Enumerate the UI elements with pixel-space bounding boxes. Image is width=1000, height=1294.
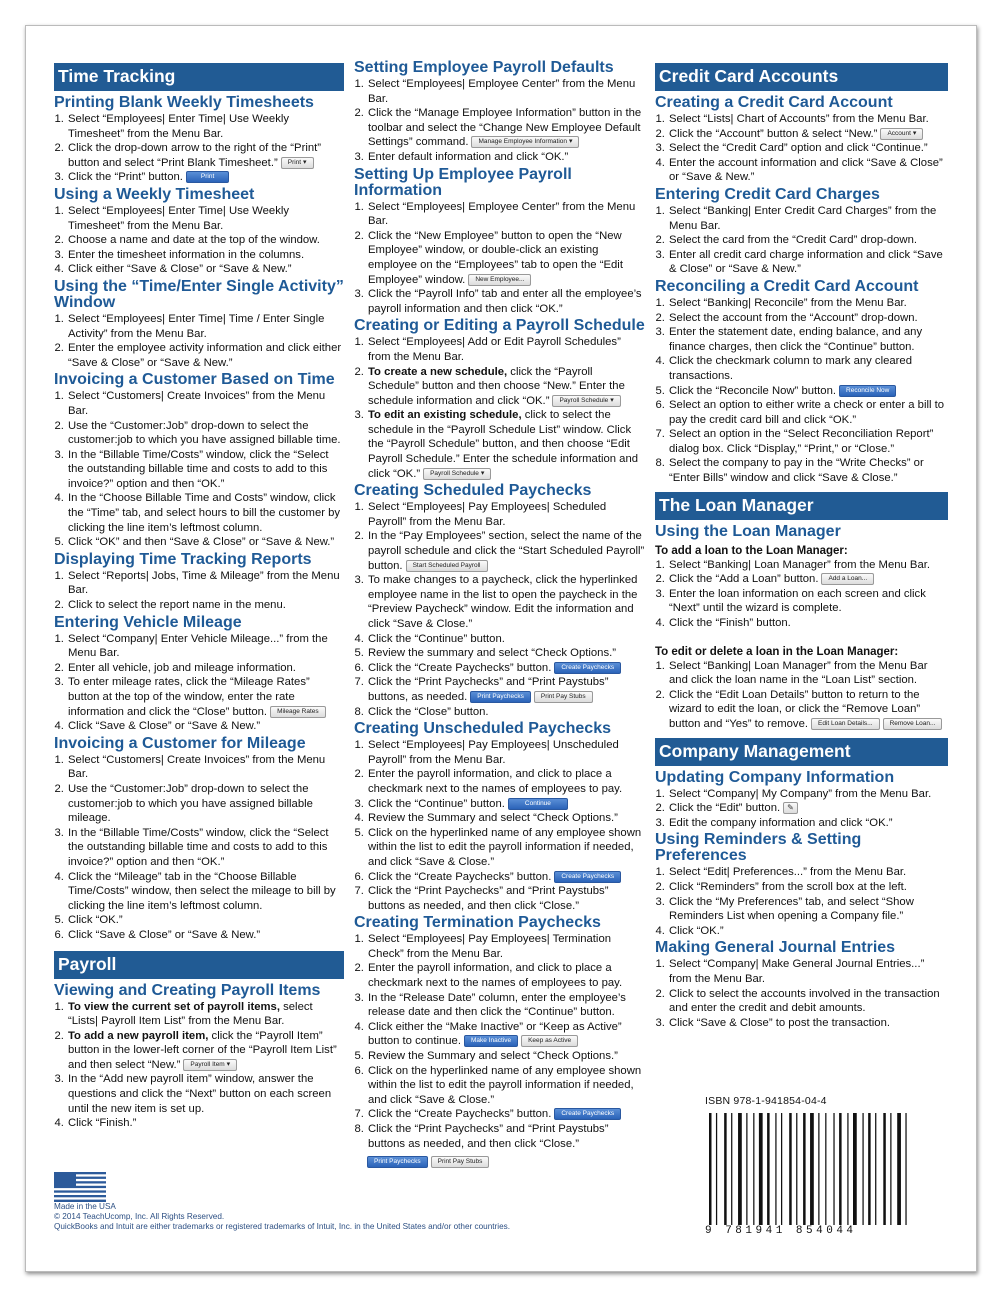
step: 5. Review the Summary and select “Check Options.” <box>367 1049 646 1064</box>
new-employee-button-image: New Employee... <box>468 274 531 286</box>
heading-vehicle-mileage: Entering Vehicle Mileage <box>54 613 242 631</box>
step: 1. Select “Edit| Preferences...” from the Menu Bar. <box>668 865 948 880</box>
heading-invoicing-time: Invoicing a Customer Based on Time <box>54 371 335 389</box>
heading-payroll-schedule: Creating or Editing a Payroll Schedule <box>354 317 645 335</box>
isbn-label: ISBN 978-1-941854-04-4 <box>705 1095 827 1107</box>
steps-reminders <box>655 865 948 938</box>
heading-single-activity: Using the “Time/Enter Single Activity” Window <box>54 277 344 311</box>
steps-cc-reconcile <box>655 296 948 486</box>
step: 4. Click the “Finish” button. <box>668 616 948 631</box>
step: 3. To enter mileage rates, click the “Mileage Rates” button at the top of the window, enter the rate information and click the “Close” button. Mileage Rates <box>67 675 344 719</box>
start-scheduled-payroll-button-image: Start Scheduled Payroll <box>406 560 488 572</box>
step: 2. Select the account from the “Account” drop-down. <box>668 311 948 326</box>
column-middle <box>354 58 646 1171</box>
heading-company-info: Updating Company Information <box>655 768 895 786</box>
heading-invoicing-mileage: Invoicing a Customer for Mileage <box>54 734 306 752</box>
heading-journal-entries: Making General Journal Entries <box>655 939 896 957</box>
step: 2. Click the “Edit Loan Details” button to return to the wizard to edit the loan, or click the “Remove Loan” button and “Yes” to remove. Edit Loan Details... Remove Loan... <box>668 688 948 732</box>
steps-time-reports <box>54 569 344 613</box>
heading-time-reports: Displaying Time Tracking Reports <box>54 550 312 568</box>
step: 3. Click the “Payroll Info” tab and enter all the employee’s payroll information and then click “OK.” <box>367 287 646 316</box>
step: 4. Click either the “Make Inactive” or “Keep as Active” button to continue. Make Inactive Keep as Active <box>367 1020 646 1049</box>
step: 4. Click “Save & Close” or “Save & New.” <box>67 719 344 734</box>
step: 2. Enter the payroll information, and click to place a checkmark next to the names of employees to pay. <box>367 767 646 796</box>
step: 3. Enter all credit card charge information and click “Save & Close” or “Save & New.” <box>668 248 948 277</box>
heading-termination-paychecks: Creating Termination Paychecks <box>354 914 601 932</box>
made-in-usa: Made in the USA <box>54 1202 116 1211</box>
isbn-digits: 9 781941 854044 <box>705 1225 857 1237</box>
make-inactive-button-image: Make Inactive <box>464 1035 518 1047</box>
heading-reminders: Using Reminders & Setting Preferences <box>655 831 862 865</box>
heading-payroll-items: Viewing and Creating Payroll Items <box>54 981 321 999</box>
barcode-icon <box>705 1113 930 1225</box>
step: 7. Select an option in the “Select Reconciliation Report” dialog box. Click “Display,” “Print,” or “Close.” <box>668 427 948 456</box>
step: 1. Select “Banking| Loan Manager” from the Menu Bar and click the loan name in the “Loan List” section. <box>668 659 948 688</box>
steps-payroll-items <box>54 1000 344 1131</box>
print-button-image: Print <box>186 171 229 183</box>
step: 6. Select an option to either write a check or enter a bill to pay the credit card bill and click “OK.” <box>668 398 948 427</box>
print-buttons-row <box>354 1153 646 1171</box>
section-band-payroll: Payroll <box>54 951 344 979</box>
step: 2. Click to select the report name in the menu. <box>67 598 344 613</box>
account-button-image: Account ▾ <box>880 128 923 140</box>
step: 5. Click on the hyperlinked name of any employee shown within the list to edit the payroll information if needed, and click “Save & Close.” <box>367 826 646 870</box>
step: 1. Select “Company| Enter Vehicle Mileage...” from the Menu Bar. <box>67 632 344 661</box>
step: 5. Click “OK.” <box>67 913 344 928</box>
step: 6. Click on the hyperlinked name of any employee shown within the list to edit the payroll information if needed, and click “Save & Close.” <box>367 1064 646 1108</box>
payroll-item-button-image: Payroll Item ▾ <box>183 1059 237 1071</box>
steps-weekly-timesheet <box>54 204 344 277</box>
heading-payroll-defaults: Setting Employee Payroll Defaults <box>354 59 614 76</box>
step: 1. Select “Customers| Create Invoices” from the Menu Bar. <box>67 389 344 418</box>
step: 2. Click the “Edit” button. ✎ <box>668 801 948 816</box>
step: 2. To create a new schedule, click the “Payroll Schedule” button and then choose “New.” Enter the schedule information and click “OK.” Payroll Schedule ▾ <box>367 365 646 409</box>
step: 2. Use the “Customer:Job” drop-down to select the customer:job to which you have assigned billable time. <box>67 419 344 448</box>
step: 1. Select “Employees| Pay Employees| Termination Check” from the Menu Bar. <box>367 932 646 961</box>
step: 3. In the “Release Date” column, enter the employee’s release date and then click the “Continue” button. <box>367 991 646 1020</box>
step: 3. To edit an existing schedule, click to select the schedule in the “Payroll Schedule List” window. Click the “Payroll Schedule” button, and then choose “Edit Payroll Schedule.” Enter the schedule information and click “OK.” Payroll Schedule ▾ <box>367 408 646 481</box>
step: 6. Click “Save & Close” or “Save & New.” <box>67 928 344 943</box>
step: 1. Select “Employees| Pay Employees| Scheduled Payroll” from the Menu Bar. <box>367 500 646 529</box>
step: 4. Click either “Save & Close” or “Save & New.” <box>67 262 344 277</box>
step: 8. Click the “Close” button. <box>367 705 646 720</box>
footer <box>54 1170 654 1232</box>
steps-printing-timesheets <box>54 112 344 185</box>
steps-journal-entries <box>655 957 948 1030</box>
create-paychecks-button-image: Create Paychecks <box>554 662 621 674</box>
step: 7. Click the “Print Paychecks” and “Print Paystubs” buttons as needed, and then click “Close.” <box>367 884 646 913</box>
step: 1. Select “Employees| Enter Time| Use Weekly Timesheet” from the Menu Bar. <box>67 112 344 141</box>
heading-cc-create: Creating a Credit Card Account <box>655 94 893 111</box>
steps-scheduled-paychecks <box>354 500 646 719</box>
step: 2. Enter the payroll information, and click to place a checkmark next to the names of employees to pay. <box>367 961 646 990</box>
section-band-company: Company Management <box>655 738 948 766</box>
step: 2. Click the drop-down arrow to the right of the “Print” button and select “Print Blank Timesheet.” Print ▾ <box>67 141 344 170</box>
remove-loan-button-image: Remove Loan... <box>883 718 943 730</box>
step: 1. To view the current set of payroll items, select “Lists| Payroll Item List” from the Menu Bar. <box>67 1000 344 1029</box>
heading-printing-timesheets: Printing Blank Weekly Timesheets <box>54 94 314 111</box>
steps-company-info <box>655 787 948 831</box>
step: 3. Enter default information and click “OK.” <box>367 150 646 165</box>
section-band-time-tracking: Time Tracking <box>54 63 344 91</box>
step: 5. Review the summary and select “Check Options.” <box>367 646 646 661</box>
step: 3. In the “Billable Time/Costs” window, click the “Select the outstanding billable time and costs to add to this invoice?” option and then “OK.” <box>67 448 344 492</box>
print-paychecks-button-image: Print Paychecks <box>470 691 531 703</box>
heading-cc-reconcile: Reconciling a Credit Card Account <box>655 277 919 295</box>
step: 1. Select “Lists| Chart of Accounts” from the Menu Bar. <box>668 112 948 127</box>
step: 2. Choose a name and date at the top of the window. <box>67 233 344 248</box>
step: 1. Select “Reports| Jobs, Time & Mileage” from the Menu Bar. <box>67 569 344 598</box>
continue-button-image: Continue <box>508 798 568 810</box>
step: 1. Select “Employees| Enter Time| Use Weekly Timesheet” from the Menu Bar. <box>67 204 344 233</box>
step: 3. Select the “Credit Card” option and click “Continue.” <box>668 141 948 156</box>
payroll-schedule-button-image: Payroll Schedule ▾ <box>552 395 620 407</box>
step: 3. Click the “My Preferences” tab, and select “Show Reminders List when opening a Company file.” <box>668 895 948 924</box>
steps-add-loan <box>655 558 948 631</box>
mileage-rates-button-image: Mileage Rates <box>270 706 326 718</box>
section-band-loan-manager: The Loan Manager <box>655 492 948 520</box>
step: 4. Click the “Continue” button. <box>367 632 646 647</box>
step: 3. Click “Save & Close” to post the transaction. <box>668 1016 948 1031</box>
step: 2. Enter all vehicle, job and mileage information. <box>67 661 344 676</box>
step: 3. Enter the statement date, ending balance, and any finance charges, then click the “Continue” button. <box>668 325 948 354</box>
heading-loan-manager: Using the Loan Manager <box>655 522 841 540</box>
step: 1. Select “Company| Make General Journal Entries...” from the Menu Bar. <box>668 957 948 986</box>
edit-loan-details-button-image: Edit Loan Details... <box>811 718 880 730</box>
step: 2. Click the “Account” button & select “New.” Account ▾ <box>668 127 948 142</box>
step: 1. Select “Customers| Create Invoices” from the Menu Bar. <box>67 753 344 782</box>
column-left <box>54 60 344 1133</box>
step: 3. Edit the company information and click “OK.” <box>668 816 948 831</box>
heading-payroll-setup: Setting Up Employee Payroll Information <box>354 165 572 199</box>
keep-as-active-button-image: Keep as Active <box>521 1035 578 1047</box>
copyright: © 2014 TeachUcomp, Inc. All Rights Reserved. <box>54 1212 225 1221</box>
add-loan-button-image: Add a Loan... <box>821 573 874 585</box>
steps-payroll-schedule <box>354 335 646 481</box>
steps-invoicing-mileage <box>54 753 344 943</box>
print-dropdown-button-image: Print ▾ <box>281 157 314 169</box>
step: 1. Select “Employees| Employee Center” from the Menu Bar. <box>367 200 646 229</box>
steps-unscheduled-paychecks <box>354 738 646 913</box>
isbn-barcode <box>705 1095 930 1255</box>
step: 1. Select “Company| My Company” from the Menu Bar. <box>668 787 948 802</box>
step: 3. In the “Billable Time/Costs” window, click the “Select the outstanding billable time and costs to add to this invoice?” option and then “OK.” <box>67 826 344 870</box>
create-paychecks-button-image: Create Paychecks <box>554 871 621 883</box>
step: 2. In the “Pay Employees” section, select the name of the payroll schedule and click the “Start Scheduled Payroll” button. Start Scheduled Payroll <box>367 529 646 573</box>
step: 4. In the “Choose Billable Time and Costs” window, click the “Time” tab, and select hours to bill the customer by clicking the line item’s leftmost column. <box>67 491 344 535</box>
heading-cc-charges: Entering Credit Card Charges <box>655 185 880 203</box>
step: 7. Click the “Print Paychecks” and “Print Paystubs” buttons, as needed. Print Paychecks Print Pay Stubs <box>367 675 646 704</box>
reconcile-now-button-image: Reconcile Now <box>839 385 896 397</box>
step: 8. Click the “Print Paychecks” and “Print Paystubs” buttons as needed, and then click “Close.” <box>367 1122 646 1151</box>
heading-weekly-timesheet: Using a Weekly Timesheet <box>54 185 255 203</box>
step: 2. To add a new payroll item, click the “Payroll Item” button in the lower-left corner of the “Payroll Item List” and then select “New.” Payroll Item ▾ <box>67 1029 344 1073</box>
steps-cc-create <box>655 112 948 185</box>
steps-cc-charges <box>655 204 948 277</box>
step: 1. Select “Employees| Enter Time| Time / Enter Single Activity” from the Menu Bar. <box>67 312 344 341</box>
heading-scheduled-paychecks: Creating Scheduled Paychecks <box>354 482 592 500</box>
heading-unscheduled-paychecks: Creating Unscheduled Paychecks <box>354 720 611 738</box>
step: 3. Click the “Continue” button. Continue <box>367 797 646 812</box>
step: 6. Click the “Create Paychecks” button. Create Paychecks <box>367 661 646 676</box>
step: 1. Select “Employees| Add or Edit Payroll Schedules” from the Menu Bar. <box>367 335 646 364</box>
step: 4. Click the “Mileage” tab in the “Choose Billable Time/Costs” window, then select the mileage to bill by clicking the line item’s leftmost column. <box>67 870 344 914</box>
create-paychecks-button-image: Create Paychecks <box>554 1108 621 1120</box>
print-paychecks-button-image: Print Paychecks <box>367 1156 428 1168</box>
edit-pencil-icon: ✎ <box>783 802 798 814</box>
step: 4. Enter the account information and click “Save & Close” or “Save & New.” <box>668 156 948 185</box>
step: 5. Click “OK” and then “Save & Close” or “Save & New.” <box>67 535 344 550</box>
step: 3. To make changes to a paycheck, click the hyperlinked employee name in the list to open the paycheck in the “Preview Paycheck” window. Edit the information and click “Save & Close.” <box>367 573 646 631</box>
step: 4. Click “OK.” <box>668 924 948 939</box>
step: 5. Click the “Reconcile Now” button. Reconcile Now <box>668 384 948 399</box>
step: 2. Select the card from the “Credit Card” drop-down. <box>668 233 948 248</box>
column-right <box>655 60 948 1032</box>
manage-employee-info-button-image: Manage Employee Information ▾ <box>471 136 579 148</box>
step: 1. Select “Employees| Pay Employees| Unscheduled Payroll” from the Menu Bar. <box>367 738 646 767</box>
steps-edit-loan <box>655 659 948 732</box>
step: 3. Enter the timesheet information in the columns. <box>67 248 344 263</box>
steps-payroll-defaults <box>354 77 646 165</box>
step: 1. Select “Banking| Reconcile” from the Menu Bar. <box>668 296 948 311</box>
step: 4. Review the Summary and select “Check Options.” <box>367 811 646 826</box>
step: 2. Click the “Add a Loan” button. Add a Loan... <box>668 572 948 587</box>
steps-invoicing-time <box>54 389 344 550</box>
subheading-edit-loan: To edit or delete a loan in the Loan Manager: <box>655 645 899 658</box>
step: 4. Click “Finish.” <box>67 1116 344 1131</box>
step: 2. Click “Reminders” from the scroll box at the left. <box>668 880 948 895</box>
step: 6. Click the “Create Paychecks” button. Create Paychecks <box>367 870 646 885</box>
steps-vehicle-mileage <box>54 632 344 734</box>
step: 1. Select “Banking| Loan Manager” from the Menu Bar. <box>668 558 948 573</box>
step: 3. In the “Add new payroll item” window, answer the questions and click the “Next” button on each screen until the new item is set up. <box>67 1072 344 1116</box>
step: 2. Enter the employee activity information and click either “Save & Close” or “Save & New.” <box>67 341 344 370</box>
steps-termination-paychecks <box>354 932 646 1151</box>
step: 3. Click the “Print” button. Print <box>67 170 344 185</box>
step: 4. Click the checkmark column to mark any cleared transactions. <box>668 354 948 383</box>
step: 7. Click the “Create Paychecks” button. Create Paychecks <box>367 1107 646 1122</box>
steps-payroll-setup <box>354 200 646 317</box>
section-band-credit-card: Credit Card Accounts <box>655 63 948 91</box>
step: 2. Click the “New Employee” button to open the “New Employee” window, or double-click an existing employee on the “Employees” tab to open the “Edit Employee” window. New Employee... <box>367 229 646 287</box>
step: 2. Use the “Customer:Job” drop-down to select the customer:job to which you have assigned billable mileage. <box>67 782 344 826</box>
print-pay-stubs-button-image: Print Pay Stubs <box>431 1156 490 1168</box>
subheading-add-loan: To add a loan to the Loan Manager: <box>655 544 848 557</box>
print-pay-stubs-button-image: Print Pay Stubs <box>534 691 593 703</box>
step: 2. Click the “Manage Employee Information” button in the toolbar and select the “Change New Employee Default Settings” command. Manage Employee Information ▾ <box>367 106 646 150</box>
step: 8. Select the company to pay in the “Write Checks” or “Enter Bills” window and click “Save & Close.” <box>668 456 948 485</box>
payroll-schedule-button-image: Payroll Schedule ▾ <box>423 468 491 480</box>
trademark-notice: QuickBooks and Intuit are either trademarks or registered trademarks of Intuit, Inc. in the United States and/or other countries. <box>54 1222 510 1231</box>
step: 1. Select “Employees| Employee Center” from the Menu Bar. <box>367 77 646 106</box>
steps-single-activity <box>54 312 344 370</box>
step: 1. Select “Banking| Enter Credit Card Charges” from the Menu Bar. <box>668 204 948 233</box>
step: 3. Enter the loan information on each screen and click “Next” until the wizard is complete. <box>668 587 948 616</box>
step: 2. Click to select the accounts involved in the transaction and enter the credit and debit amounts. <box>668 987 948 1016</box>
